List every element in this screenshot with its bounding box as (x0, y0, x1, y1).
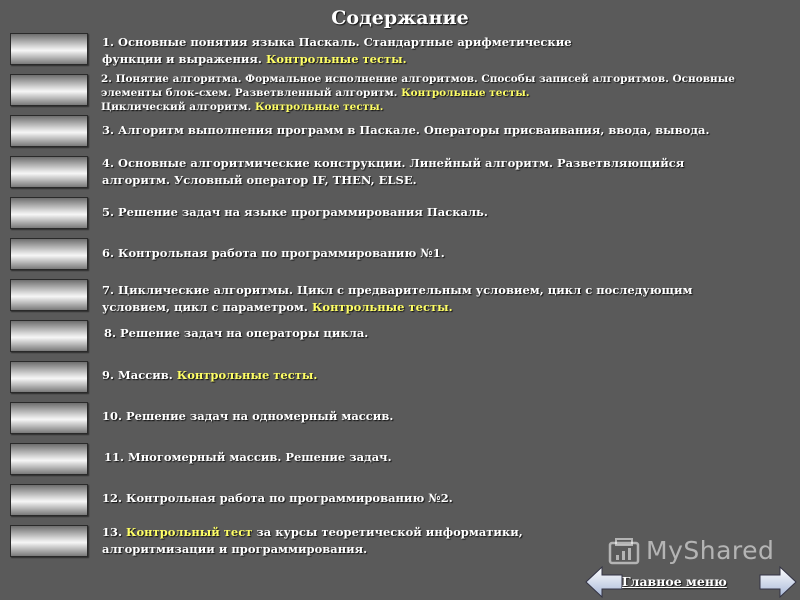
item-number: 13. (102, 525, 123, 539)
item-text: 2. Понятие алгоритма. Формальное исполнение алгоритмов. Способы записей алгоритмов. Основные элементы блок-схем. Разветвленный алгоритм. (101, 73, 735, 99)
list-item-6 (102, 245, 742, 262)
list-item-8 (104, 325, 744, 342)
item-text: 6. Контрольная работа по программированию №1. (102, 246, 445, 260)
list-item-9 (102, 367, 742, 384)
tests-link[interactable]: Контрольные тесты. (255, 101, 384, 113)
tests-link[interactable]: Контрольные тесты. (265, 52, 407, 66)
prev-arrow-icon[interactable] (584, 565, 624, 599)
item-6-button[interactable] (10, 238, 88, 270)
next-arrow-icon[interactable] (758, 565, 798, 599)
item-5-button[interactable] (10, 197, 88, 229)
item-11-button[interactable] (10, 443, 88, 475)
tests-link[interactable]: Контрольные тесты. (401, 87, 530, 99)
list-item-7 (102, 282, 732, 316)
item-text: за курсы теоретической информатики, алгоритмизации и программирования. (102, 525, 523, 556)
item-2-button[interactable] (10, 74, 88, 106)
list-item-11 (104, 449, 744, 466)
list-item-1 (102, 34, 602, 68)
test-link[interactable]: Контрольный тест (126, 525, 253, 539)
item-3-button[interactable] (10, 115, 88, 147)
item-8-button[interactable] (10, 320, 88, 352)
item-text: 3. Алгоритм выполнения программ в Паскале. Операторы присваивания, ввода, вывода. (102, 123, 710, 137)
item-text: 7. Циклические алгоритмы. Цикл с предварительным условием, цикл с последующим условием, цикл с параметром. (102, 283, 693, 314)
item-9-button[interactable] (10, 361, 88, 393)
item-10-button[interactable] (10, 402, 88, 434)
tests-link[interactable]: Контрольные тесты. (311, 300, 453, 314)
item-4-button[interactable] (10, 156, 88, 188)
list-item-4 (102, 155, 702, 189)
item-text: Циклический алгоритм. (101, 101, 252, 113)
item-text: 9. Массив. (102, 368, 173, 382)
item-text: 10. Решение задач на одномерный массив. (102, 409, 394, 423)
item-text: 11. Многомерный массив. Решение задач. (104, 450, 392, 464)
item-text: 12. Контрольная работа по программированию №2. (102, 491, 453, 505)
list-item-10 (102, 408, 742, 425)
item-1-button[interactable] (10, 33, 88, 65)
item-12-button[interactable] (10, 484, 88, 516)
page-title: Содержание (331, 7, 469, 29)
item-text: 8. Решение задач на операторы цикла. (104, 326, 369, 340)
list-item-5 (102, 204, 742, 221)
item-text: 5. Решение задач на языке программирования Паскаль. (102, 205, 488, 219)
item-13-button[interactable] (10, 525, 88, 557)
main-menu-link[interactable]: Главное меню (622, 574, 727, 589)
item-7-button[interactable] (10, 279, 88, 311)
item-text: 4. Основные алгоритмические конструкции. Линейный алгоритм. Разветвляющийся алгоритм. Условный оператор IF, THEN, ELSE. (102, 156, 685, 187)
list-item-13 (102, 524, 602, 558)
item-text: 1. Основные понятия языка Паскаль. Стандартные арифметические функции и выражения. (102, 35, 572, 66)
watermark: MyShared (646, 536, 775, 565)
list-item-12 (102, 490, 742, 507)
tests-link[interactable]: Контрольные тесты. (176, 368, 318, 382)
list-item-2 (101, 72, 741, 114)
list-item-3 (102, 122, 742, 139)
